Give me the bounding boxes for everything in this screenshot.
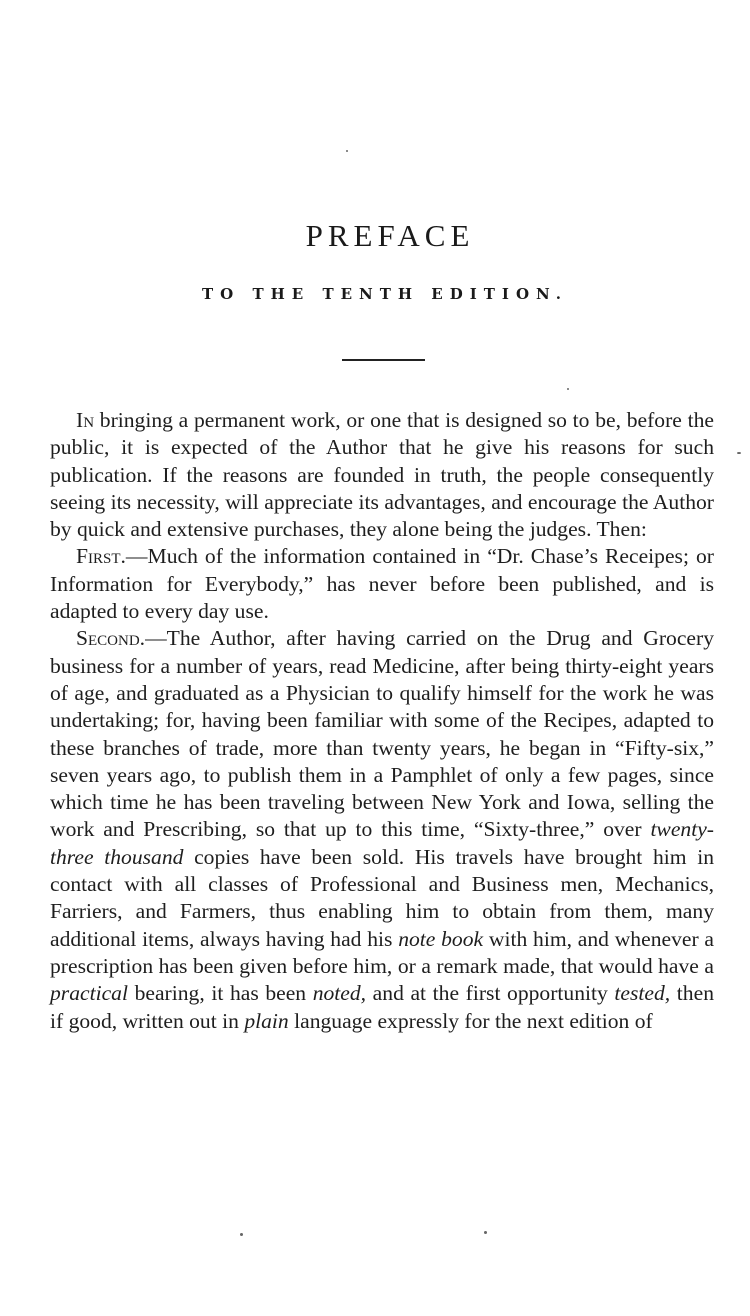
preface-body	[50, 407, 714, 1035]
page-title: PREFACE	[305, 218, 475, 253]
section-lead-word: Second.	[76, 626, 146, 651]
print-speck	[346, 150, 348, 152]
text-run: bringing a permanent work, or one that is designed so to be, before the public, it is expected of the Author that he give his reasons for such publication. If the reasons are founded in truth, the people consequently seeing its necessity, will appreciate its advantages, and encourage the Author by quick and extensive purchases, they alone being the judges. Then:	[50, 408, 714, 542]
text-run: and at the first opportunity	[366, 981, 615, 1006]
italic-phrase: practical	[50, 981, 128, 1006]
italic-phrase: plain	[244, 1008, 289, 1033]
text-run: then if good, written out in	[50, 981, 714, 1033]
page-subtitle: TO THE TENTH EDITION.	[202, 285, 568, 303]
paragraph-first	[50, 543, 714, 625]
print-speck	[567, 388, 569, 390]
paragraph-second	[50, 625, 714, 1034]
print-speck	[484, 1231, 487, 1234]
italic-phrase: twenty-three thousand	[50, 817, 714, 869]
paragraph-introduction	[50, 407, 714, 543]
text-run: with him, and whenever a prescription has been given before him, or a remark made, that would have a	[50, 926, 714, 978]
section-lead-word: In	[76, 408, 95, 432]
print-speck	[737, 452, 741, 454]
text-run: copies have been sold. His travels have brought him in contact with all classes of Professional and Business men, Mechanics, Farriers, and Farmers, thus enabling him to obtain from them, many additional items, always having had his	[50, 844, 715, 951]
section-lead-word: First.	[76, 544, 126, 569]
text-run: —The Author, after having carried on the Drug and Grocery business for a number of years, read Medicine, after being thirty-eight years of age, and graduated as a Physician to qualify himself for the work he was undertaking; for, having been familiar with some of the Recipes, adapted to these branches of trade, more than twenty years, he began in “Fifty-six,” seven years ago, to publish them in a Pamphlet of only a few pages, since which time he has been traveling between New York and Iowa, selling the work and Prescribing, so that up to this time, “Sixty-three,” over	[50, 626, 714, 842]
italic-phrase: tested,	[614, 981, 671, 1006]
italic-phrase: note book	[398, 926, 484, 951]
print-speck	[240, 1233, 243, 1236]
text-run: language expressly for the next edition of	[288, 1008, 653, 1033]
title-divider	[342, 359, 425, 361]
italic-phrase: noted,	[312, 981, 367, 1006]
text-run: bearing, it has been	[127, 981, 313, 1006]
text-run: —Much of the information contained in “Dr. Chase’s Receipes; or Information for Everybody,” has never before been published, and is adapted to every day use.	[50, 544, 714, 624]
